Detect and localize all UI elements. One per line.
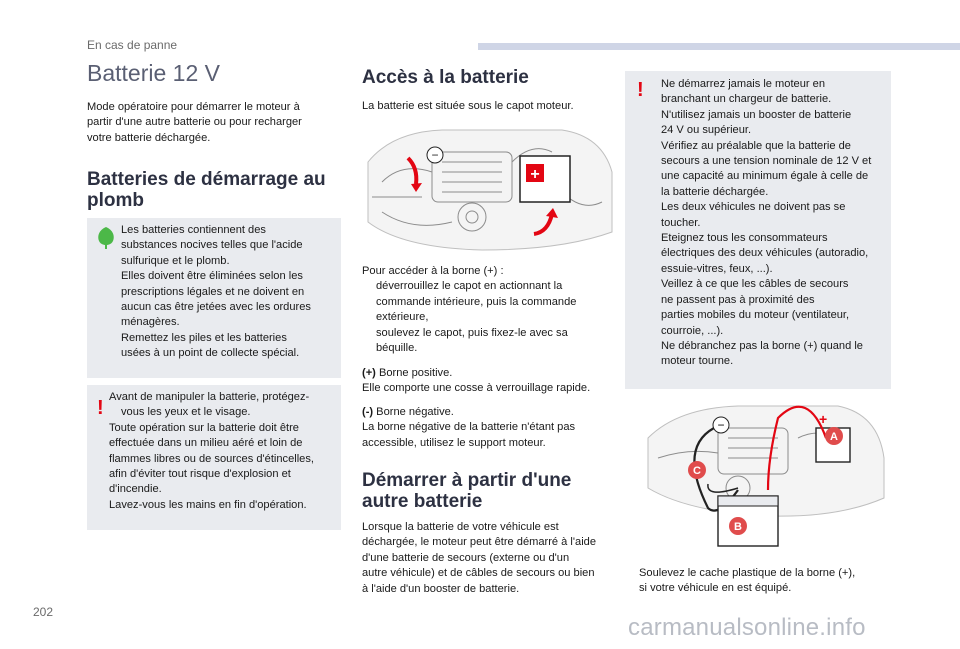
jumpstart-warning-text: Ne démarrez jamais le moteur en branchant un chargeur de batterie. N'utilisez jamais un booster de batterie 24 V ou supérieur. Vérifiez au préalable que la batterie de secours a une tension nominale de 12 V et une capacité au minimum égale à celle de la batterie déchargée. Les deux véhicules ne doivent pas se toucher. Eteignez tous les consommateurs électriques des deux véhicules (autoradio, essuie-vitres, feux, ...). Veillez à ce que les câbles de secours ne passent pas à proximité des parties mobiles du moteur (ventilateur, courroie, ...). Ne débranchez pas la borne (+) quand le moteur tourne.	[661, 78, 872, 368]
environment-note	[87, 218, 341, 378]
step-2: soulevez le capot, puis fixez-le avec sa béquille.	[376, 326, 568, 355]
access-steps: Pour accéder à la borne (+) : déverrouillez le capot en actionnant la commande intérieure, puis la commande extérieure, soulevez le capot, puis fixez-le avec sa béquille.	[362, 264, 612, 356]
jump-start-heading: Démarrer à partir d'une autre batterie	[362, 470, 572, 512]
battery-access-heading: Accès à la batterie	[362, 67, 529, 88]
warning-panel-handling	[87, 385, 341, 530]
svg-text:−: −	[431, 148, 439, 162]
step-1: déverrouillez le capot en actionnant la commande intérieure, puis la commande extérieure,	[376, 280, 577, 324]
page-title: Batterie 12 V	[87, 60, 220, 86]
negative-terminal-text: (-) Borne négative. La borne négative de la batterie n'étant pas accessible, utilisez le support moteur.	[362, 406, 576, 449]
svg-text:−: −	[717, 418, 725, 432]
svg-text:C: C	[693, 465, 701, 477]
battery-in-bay	[520, 156, 570, 202]
svg-text:+: +	[530, 166, 540, 183]
engine-bay-illustration	[362, 122, 616, 254]
lead-battery-heading: Batteries de démarrage au plomb	[87, 169, 326, 211]
environment-text: Les batteries contiennent des substances nocives telles que l'acide sulfurique et le plomb. Elles doivent être éliminées selon les prescriptions légales et ne doivent en aucun cas être jetées avec les ordures ménagères. Remettez les piles et les batteries usées à un point de collecte spécial.	[121, 224, 311, 360]
leaf-icon	[95, 226, 117, 250]
battery-location-text: La batterie est située sous le capot moteur.	[362, 100, 574, 112]
warning-panel-jumpstart	[625, 71, 891, 389]
svg-text:+: +	[819, 411, 828, 427]
svg-text:A: A	[830, 431, 838, 443]
final-step	[625, 566, 891, 597]
watermark: carmanualsonline.info	[628, 614, 866, 641]
warning-icon: !	[97, 397, 104, 419]
section-label: En cas de panne	[87, 38, 178, 52]
step-cache: Soulevez le cache plastique de la borne (+), si votre véhicule en est équipé.	[639, 567, 856, 595]
jump-start-text: Lorsque la batterie de votre véhicule est déchargée, le moteur peut être démarré à l'aide d'une batterie de secours (externe ou d'un autre véhicule) et de câbles de secours ou bien à l'aide d'un booster de batterie.	[362, 521, 596, 595]
handling-warning-text: Avant de manipuler la batterie, protégez- vous les yeux et le visage. Toute opération sur la batterie doit être effectuée dans un milieu aéré et loin de flammes libres ou de sources d'étincelles, afin d'éviter tout risque d'explosion et d'incendie. Lavez-vous les mains en fin d'opération.	[109, 391, 314, 511]
jump-start-diagram	[638, 398, 888, 558]
header-bar	[478, 43, 960, 50]
svg-text:B: B	[734, 521, 742, 533]
positive-terminal-text: (+) Borne positive. Elle comporte une cosse à verrouillage rapide.	[362, 367, 591, 395]
page-number: 202	[33, 605, 54, 619]
intro-text: Mode opératoire pour démarrer le moteur à partir d'une autre batterie ou pour recharger votre batterie déchargée.	[87, 101, 302, 144]
warning-icon: !	[637, 79, 644, 101]
